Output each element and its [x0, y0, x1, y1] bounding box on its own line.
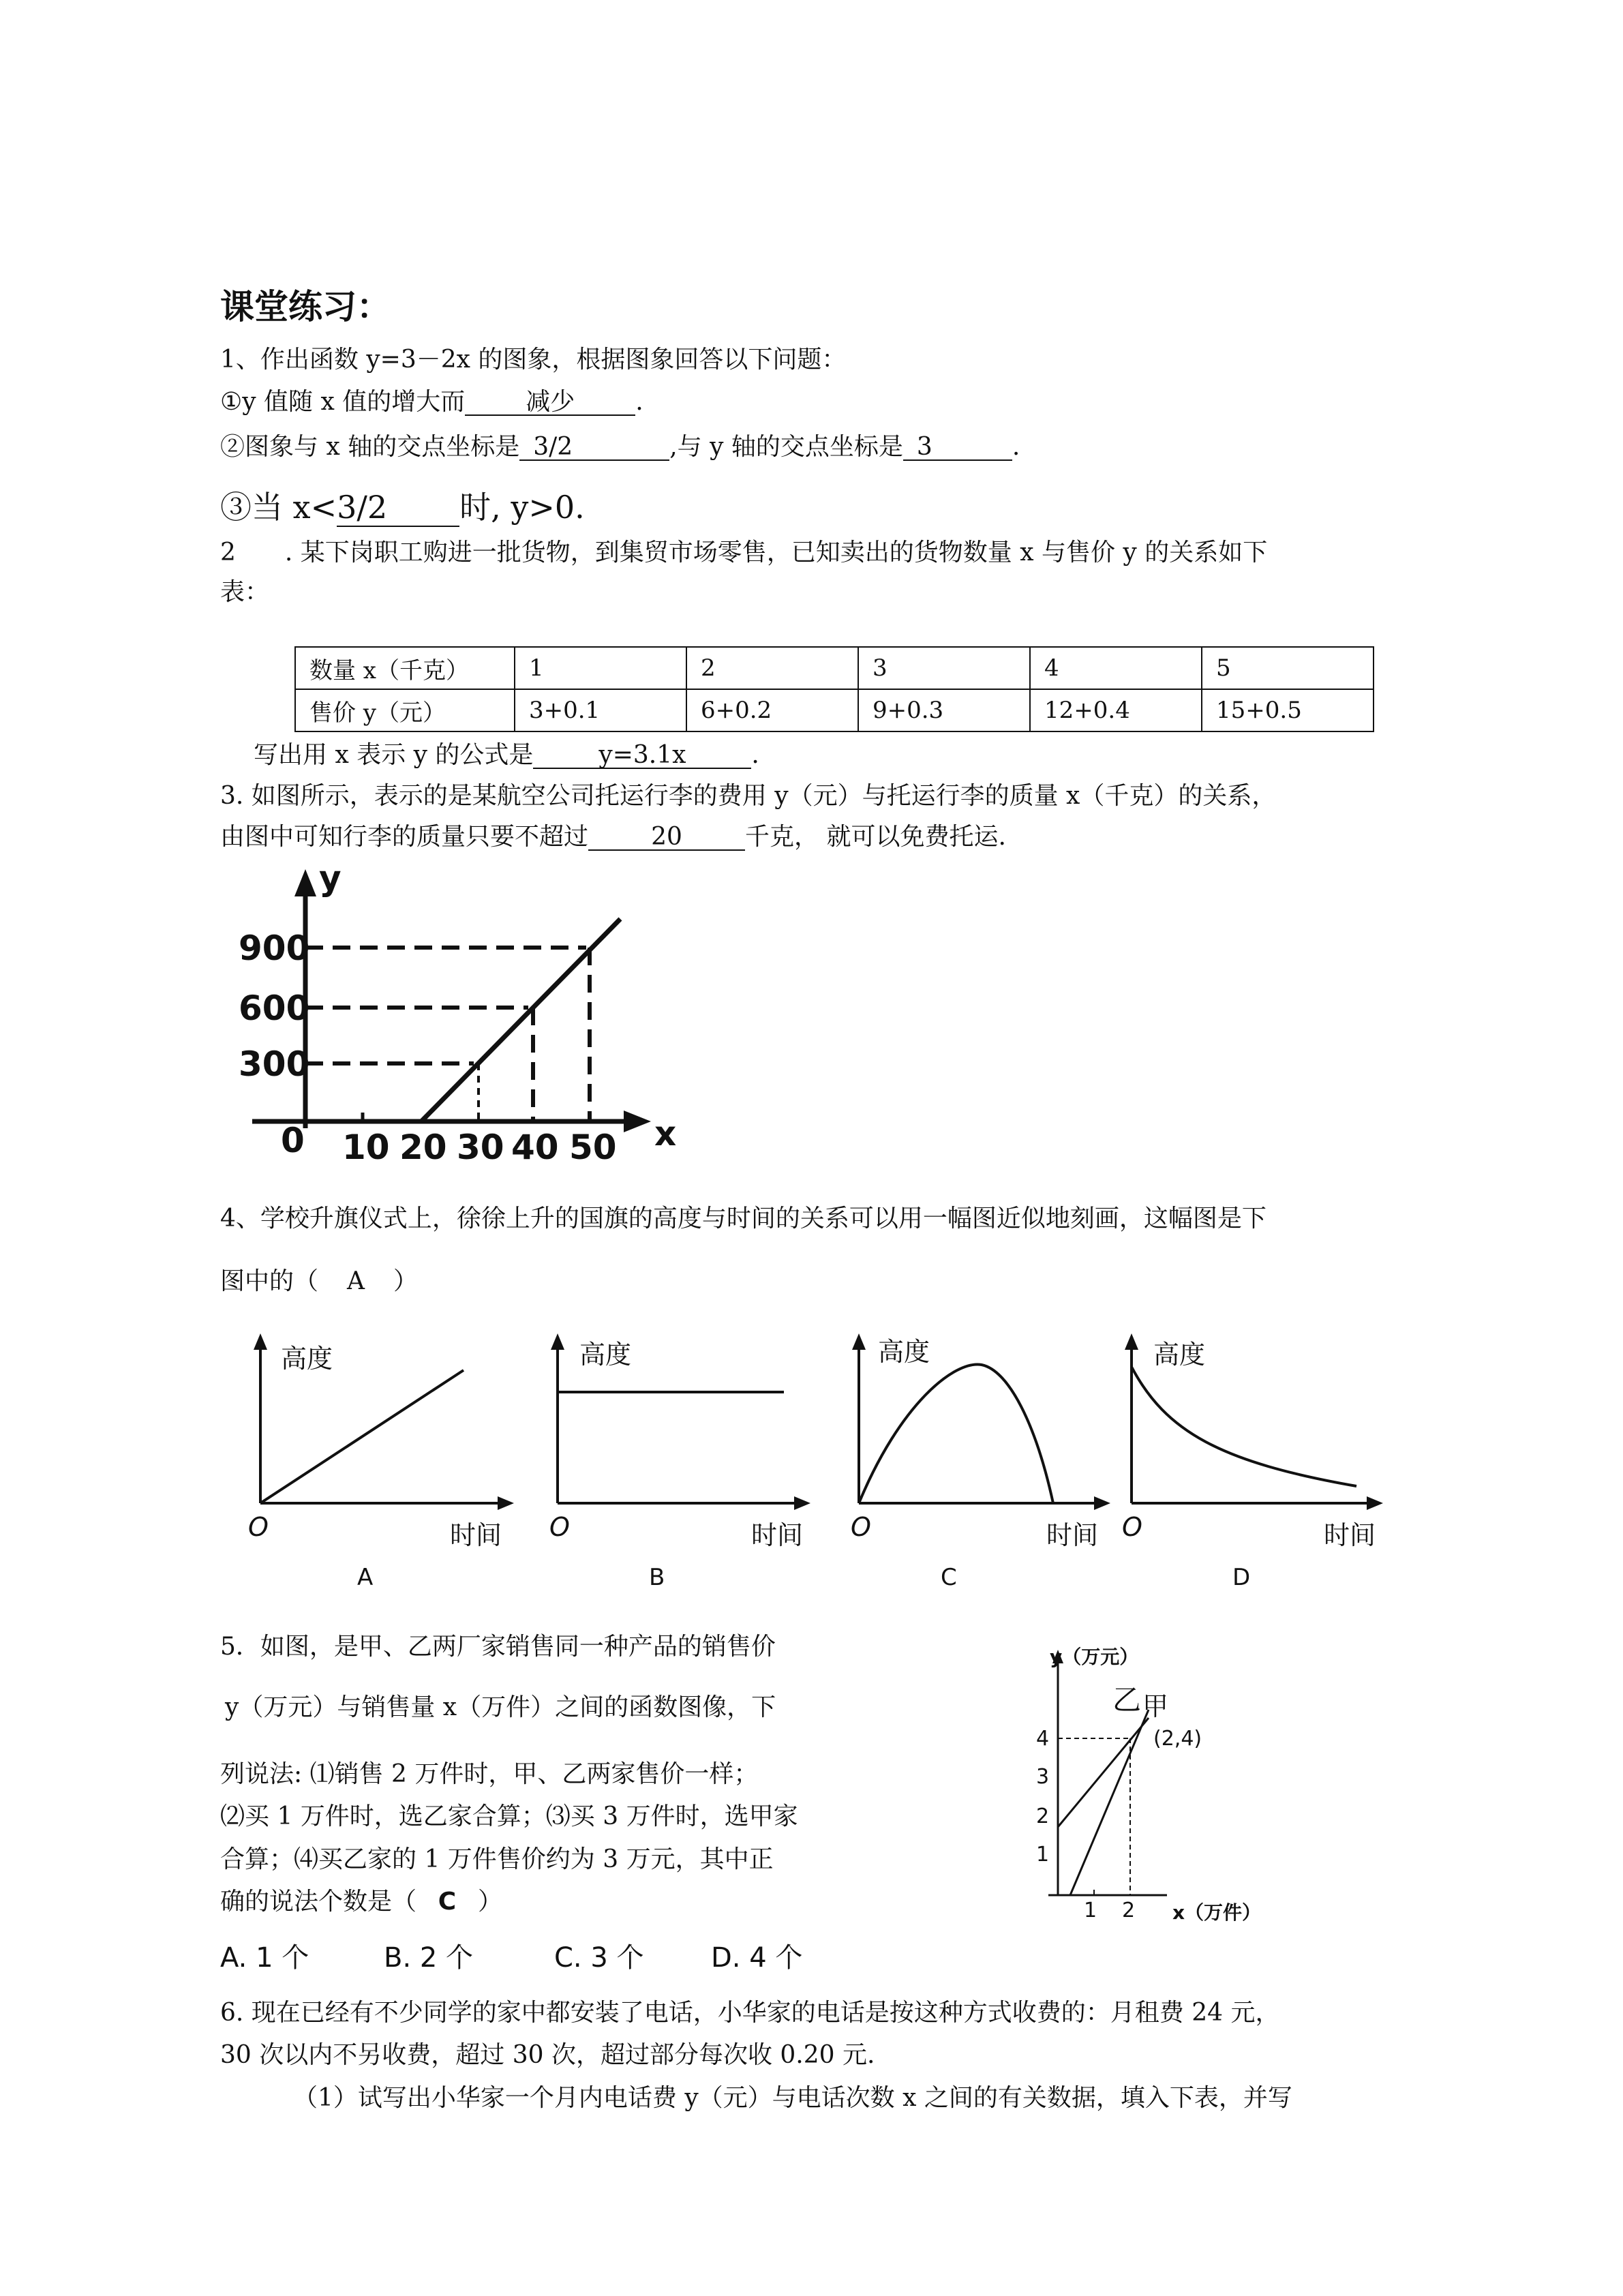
q1-part3 [220, 483, 585, 528]
q1-part1 [220, 390, 643, 416]
table-cell: 5 [1202, 647, 1374, 689]
price-table [294, 646, 1374, 732]
graph-a-y-label: 高度 [281, 1344, 333, 1374]
q2-line1: 2 . 某下岗职工购进一批货物，到集贸市场零售，已知卖出的货物数量 x 与售价 y 的关系如下 [220, 539, 1268, 567]
table-cell: 9+0.3 [858, 689, 1030, 731]
line-jia-label: 甲 [1142, 1691, 1169, 1721]
q4-line2-prefix: 图中的（ [220, 1267, 319, 1295]
graph-a-origin: O [248, 1512, 269, 1542]
y-axis-label: y [319, 859, 342, 898]
flag-height-graphs [232, 1323, 1404, 1595]
y-tick-label: 300 [239, 1044, 310, 1084]
y-tick-label: 600 [239, 988, 310, 1028]
q2-formula-suffix: . [751, 741, 759, 769]
graph-d-curve [1132, 1367, 1356, 1486]
q5-line2: y（万元）与销售量 x（万件）之间的函数图像，下 [225, 1693, 776, 1721]
graph-a-x-label: 时间 [450, 1520, 502, 1550]
section-title: 课堂练习： [220, 287, 391, 327]
graph-c-caption: C [941, 1564, 957, 1591]
point-label: (2,4) [1153, 1727, 1202, 1751]
table-row [295, 647, 1374, 689]
q3-line2-answer: 20 [588, 825, 745, 851]
q1-part3-answer: 3/2 [337, 489, 459, 527]
q4-line1: 4、学校升旗仪式上，徐徐上升的国旗的高度与时间的关系可以用一幅图近似地刻画，这幅图是下 [220, 1205, 1266, 1233]
q6-line2: 30 次以内不另收费，超过 30 次，超过部分每次收 0.20 元. [220, 2041, 875, 2069]
option-b: B. 2 个 [384, 1942, 474, 1974]
q1-stem: 1、作出函数 y=3－2x 的图象，根据图象回答以下问题： [220, 346, 847, 374]
q1-part2-answer-y: 3 [903, 435, 1012, 461]
table-cell: 3 [858, 647, 1030, 689]
q4-line2-answer: A [347, 1267, 365, 1295]
x-tick-label: 10 [342, 1128, 390, 1167]
y-axis-arrow [294, 869, 316, 896]
graph-a-curve [260, 1370, 464, 1503]
y-tick-label: 1 [1036, 1843, 1050, 1867]
x-tick-label: 1 [1084, 1899, 1097, 1922]
sales-price-graph [1009, 1636, 1295, 1936]
q6-line1: 6. 现在已经有不少同学的家中都安装了电话，小华家的电话是按这种方式收费的：月租费 24 元， [220, 1999, 1280, 2027]
x-axis-arrow [624, 1111, 651, 1132]
q6-line3: （1）试写出小华家一个月内电话费 y（元）与电话次数 x 之间的有关数据，填入下表，并写 [293, 2084, 1292, 2112]
q2-formula-prefix: 写出用 x 表示 y 的公式是 [254, 741, 534, 769]
line-jia [1070, 1710, 1149, 1895]
q3-line2 [220, 825, 1006, 851]
graph-c-y-label: 高度 [878, 1337, 930, 1367]
option-c: C. 3 个 [554, 1942, 644, 1974]
q1-part2-suffix: . [1012, 433, 1020, 461]
line-yi [1058, 1718, 1149, 1827]
graph-d-origin: O [1122, 1512, 1142, 1542]
q5-line6-suffix: ） [478, 1888, 503, 1916]
x-tick-label: 20 [399, 1128, 447, 1167]
q2-line2: 表： [220, 578, 270, 606]
graph-a-caption: A [357, 1564, 374, 1591]
q5-line6-answer: C [438, 1888, 457, 1916]
q1-part2-prefix: ②图象与 x 轴的交点坐标是 [220, 433, 520, 461]
x-axis-label: x [654, 1114, 677, 1153]
q1-part3-prefix: ③当 x< [220, 489, 337, 526]
q1-part2-middle: ,与 y 轴的交点坐标是 [669, 433, 903, 461]
q1-part1-suffix: . [635, 388, 643, 416]
x-tick-label: 40 [511, 1128, 559, 1167]
table-cell: 3+0.1 [515, 689, 686, 731]
q4-line2-suffix: ） [393, 1267, 419, 1295]
table-cell: 2 [686, 647, 858, 689]
graph-d-caption: D [1232, 1564, 1251, 1591]
q5-line1: 5．如图，是甲、乙两厂家销售同一种产品的销售价 [220, 1633, 776, 1661]
graph-c-x-label: 时间 [1046, 1520, 1099, 1550]
graph-b-origin: O [549, 1512, 570, 1542]
y-tick-label: 900 [239, 928, 310, 968]
graph-d-y-label: 高度 [1153, 1340, 1206, 1370]
q3-line2-prefix: 由图中可知行李的质量只要不超过 [220, 823, 589, 851]
graph-b-caption: B [649, 1564, 665, 1591]
q5-line5: 合算；⑷买乙家的 1 万件售价约为 3 万元，其中正 [220, 1845, 774, 1873]
table-cell: 12+0.4 [1030, 689, 1202, 731]
q5-line6-prefix: 确的说法个数是（ [220, 1888, 417, 1916]
table-cell: 4 [1030, 647, 1202, 689]
q5-options [220, 1936, 802, 1975]
x-tick-label: 30 [457, 1128, 504, 1167]
option-a: A. 1 个 [220, 1942, 309, 1974]
table-cell: 1 [515, 647, 686, 689]
table-cell: 数量 x（千克） [295, 647, 515, 689]
graph-c-curve [859, 1364, 1053, 1503]
q2-formula-answer: y=3.1x [533, 743, 751, 769]
q3-line1: 3. 如图所示，表示的是某航空公司托运行李的费用 y（元）与托运行李的质量 x（千克）的关系， [220, 782, 1277, 810]
option-d: D. 4 个 [711, 1942, 803, 1974]
table-cell: 6+0.2 [686, 689, 858, 731]
table-cell: 售价 y（元） [295, 689, 515, 731]
q5-line6 [220, 1890, 502, 1914]
graph-b-y-label: 高度 [579, 1340, 632, 1370]
y-tick-label: 4 [1036, 1727, 1050, 1751]
q2-formula [254, 743, 759, 769]
q5-line3: 列说法: ⑴销售 2 万件时，甲、乙两家售价一样； [220, 1760, 759, 1788]
line-yi-label: 乙 [1112, 1683, 1142, 1717]
y-tick-label: 2 [1036, 1804, 1050, 1828]
y-tick-label: 3 [1036, 1765, 1050, 1789]
q4-line2 [220, 1269, 418, 1294]
graph-c-origin: O [851, 1512, 871, 1542]
x-axis-label: x（万件） [1172, 1901, 1262, 1924]
q5-line4: ⑵买 1 万件时，选乙家合算；⑶买 3 万件时，选甲家 [220, 1802, 798, 1830]
luggage-fee-graph [225, 859, 702, 1173]
q1-part1-prefix: ①y 值随 x 值的增大而 [220, 388, 466, 416]
q1-part3-suffix: 时, y>0. [459, 489, 585, 526]
origin-label: 0 [281, 1121, 305, 1160]
q1-part1-answer: 减少 [465, 390, 635, 416]
graph-b-x-label: 时间 [751, 1520, 804, 1550]
x-tick-label: 50 [569, 1128, 617, 1167]
q3-line2-suffix: 千克， 就可以免费托运. [745, 823, 1006, 851]
y-axis-label: y（万元） [1050, 1646, 1139, 1668]
q1-part2-answer-x: 3/2 [519, 435, 669, 461]
x-tick-label: 2 [1122, 1899, 1136, 1922]
graph-d-x-label: 时间 [1324, 1520, 1376, 1550]
q1-part2 [220, 435, 1020, 461]
table-row [295, 689, 1374, 731]
table-cell: 15+0.5 [1202, 689, 1374, 731]
